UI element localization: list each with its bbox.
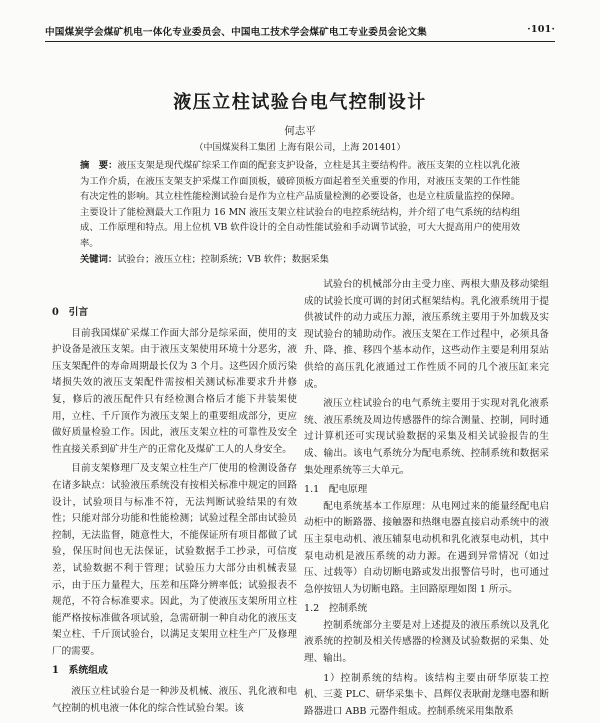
affiliation: （中国煤炭科工集团 上海有限公司，上海 201401） xyxy=(194,143,406,153)
author: 何志平 xyxy=(284,125,316,137)
left-column xyxy=(52,305,297,720)
paragraph: 目前我国煤矿采煤工作面大部分是综采面，使用的支护设备是液压支架。由于液压支架使用环境十分恶劣，液压支架配件的寿命周期最长仅为 3 个月。这些因介质污染堵损失效的液压支架配件需按相关测试标准要求升井修复，修后的液压配件只有经检测合格后才能下井装架使用，立柱、千斤顶作为液压支架上的重要组成部分，更应做好质量检验工作。因此，液压支架立柱的可靠性及安全性直接关系到矿井生产的正常化及煤矿工人的人身安全。 xyxy=(52,327,297,455)
section-heading-intro: 0 引言 xyxy=(52,307,89,318)
article-title: 液压立柱试验台电气控制设计 xyxy=(173,92,427,113)
header-rule xyxy=(45,41,555,42)
running-title: 中国煤炭学会煤矿机电一体化专业委员会、中国电工技术学会煤矿电工专业委员会论文集 xyxy=(45,27,427,38)
paragraph: 液压立柱试验台是一种涉及机械、液压、乳化液和电气控制的机电液一体化的综合性试验台架。该 xyxy=(52,686,297,714)
abstract xyxy=(80,158,520,252)
paragraph: 控制系统部分主要是对上述提及的液压系统以及乳化液系统的控制及相关传感器的检测及试验数据的采集、处理、输出。 xyxy=(304,619,549,665)
paragraph: 配电系统基本工作原理：从电网过来的能量经配电启动柜中的断路器、接触器和热继电器直接启动系统中的液压主泵电动机、液压辅泵电动机和乳化液泵电动机，其中泵电动机是液压系统的动力源。在遇到异常情况（如过压、过载等）自动切断电路或发出报警信号时，也可通过急停按钮人为切断电路。主回路原理如图 1 所示。 xyxy=(304,500,549,595)
paragraph: 目前支架修理厂及支架立柱生产厂使用的检测设备存在诸多缺点：试验液压系统没有按相关标准中规定的回路设计，试验项目与标准不符，无法判断试验结果的有效性；只能对部分功能和性能检测；试验过程全部由试验员控制，无法监督，随意性大，不能保证所有项目都做了试验，保压时间也无法保证，试验数据手工抄录，可信度差，试验数据不利于管理；试验压力大部分由机械表显示，由于压力量程大，压差和压降分辨率低；试验报表不规范，不符合标准要求。因此，为了使液压支架所用立柱能严格按标准做各项试验，急需研制一种自动化的液压支架立柱、千斤顶试验台，以满足支架用立柱生产厂及修理厂的需要。 xyxy=(52,463,297,657)
page-number: ·101· xyxy=(527,24,555,35)
section-heading-system: 1 系统组成 xyxy=(52,665,108,677)
keywords xyxy=(80,252,520,267)
keywords-text: 试验台；液压立柱；控制系统；VB 软件；数据采集 xyxy=(117,254,329,265)
running-header xyxy=(45,22,555,40)
abstract-label: 摘 要： xyxy=(80,160,118,171)
subsection-heading-control: 1.2 控制系统 xyxy=(304,603,368,615)
subsection-heading-power: 1.1 配电原理 xyxy=(304,484,368,496)
keywords-label: 关键词： xyxy=(80,254,118,265)
paragraph: 液压立柱试验台的电气系统主要用于实现对乳化液系统、液压系统及周边传感器件的综合测量、控制，同时通过计算机还可实现试验数据的采集及相关试验报告的生成、输出。该电气系统分为配电系统、控制系统和数据采集处理系统等三大单元。 xyxy=(304,398,549,476)
right-column xyxy=(304,277,549,723)
paragraph: 试验台的机械部分由主受力座、两根大鼎及移动梁组成的试验长度可调的封闭式框架结构。乳化液系统用于提供被试件的动力或压力源，液压系统主要用于外加载及实现试验台的辅助动作。液压支架在工作过程中，必须具备升、降、推、移四个基本动作，这些动作主要是利用泵站供给的高压乳化液通过工作性质不同的几个液压缸来完成。 xyxy=(304,279,549,390)
paragraph: 1）控制系统的结构。该结构主要由研华原装工控机、三菱 PLC、研华采集卡、昌辉仪表耿耐龙继电器和断路器进口 ABB 元器件组成。控制系统采用集散系 xyxy=(304,672,549,717)
abstract-text: 液压支架是现代煤矿综采工作面的配套支护设备，立柱是其主要结构件。液压支架的立柱以乳化液为工作介质，在液压支架支护采煤工作面顶板，破碎顶板方面起着至关重要的作用，对液压支架的工作性能有决定性的影响。其立柱性能检测试验台是作为立柱产品质量检测的必要设备，也是立柱质量监控的保障。主要设计了能检测最大工作阻力 16 MN 液压支架立柱试验台的电控系统结构，并介绍了电气系统的结构组成、工作原理和特点。用上位机 VB 软件设计的全自动性能试验和手动调节试验，可大大提高用户的使用效率。 xyxy=(80,160,520,249)
